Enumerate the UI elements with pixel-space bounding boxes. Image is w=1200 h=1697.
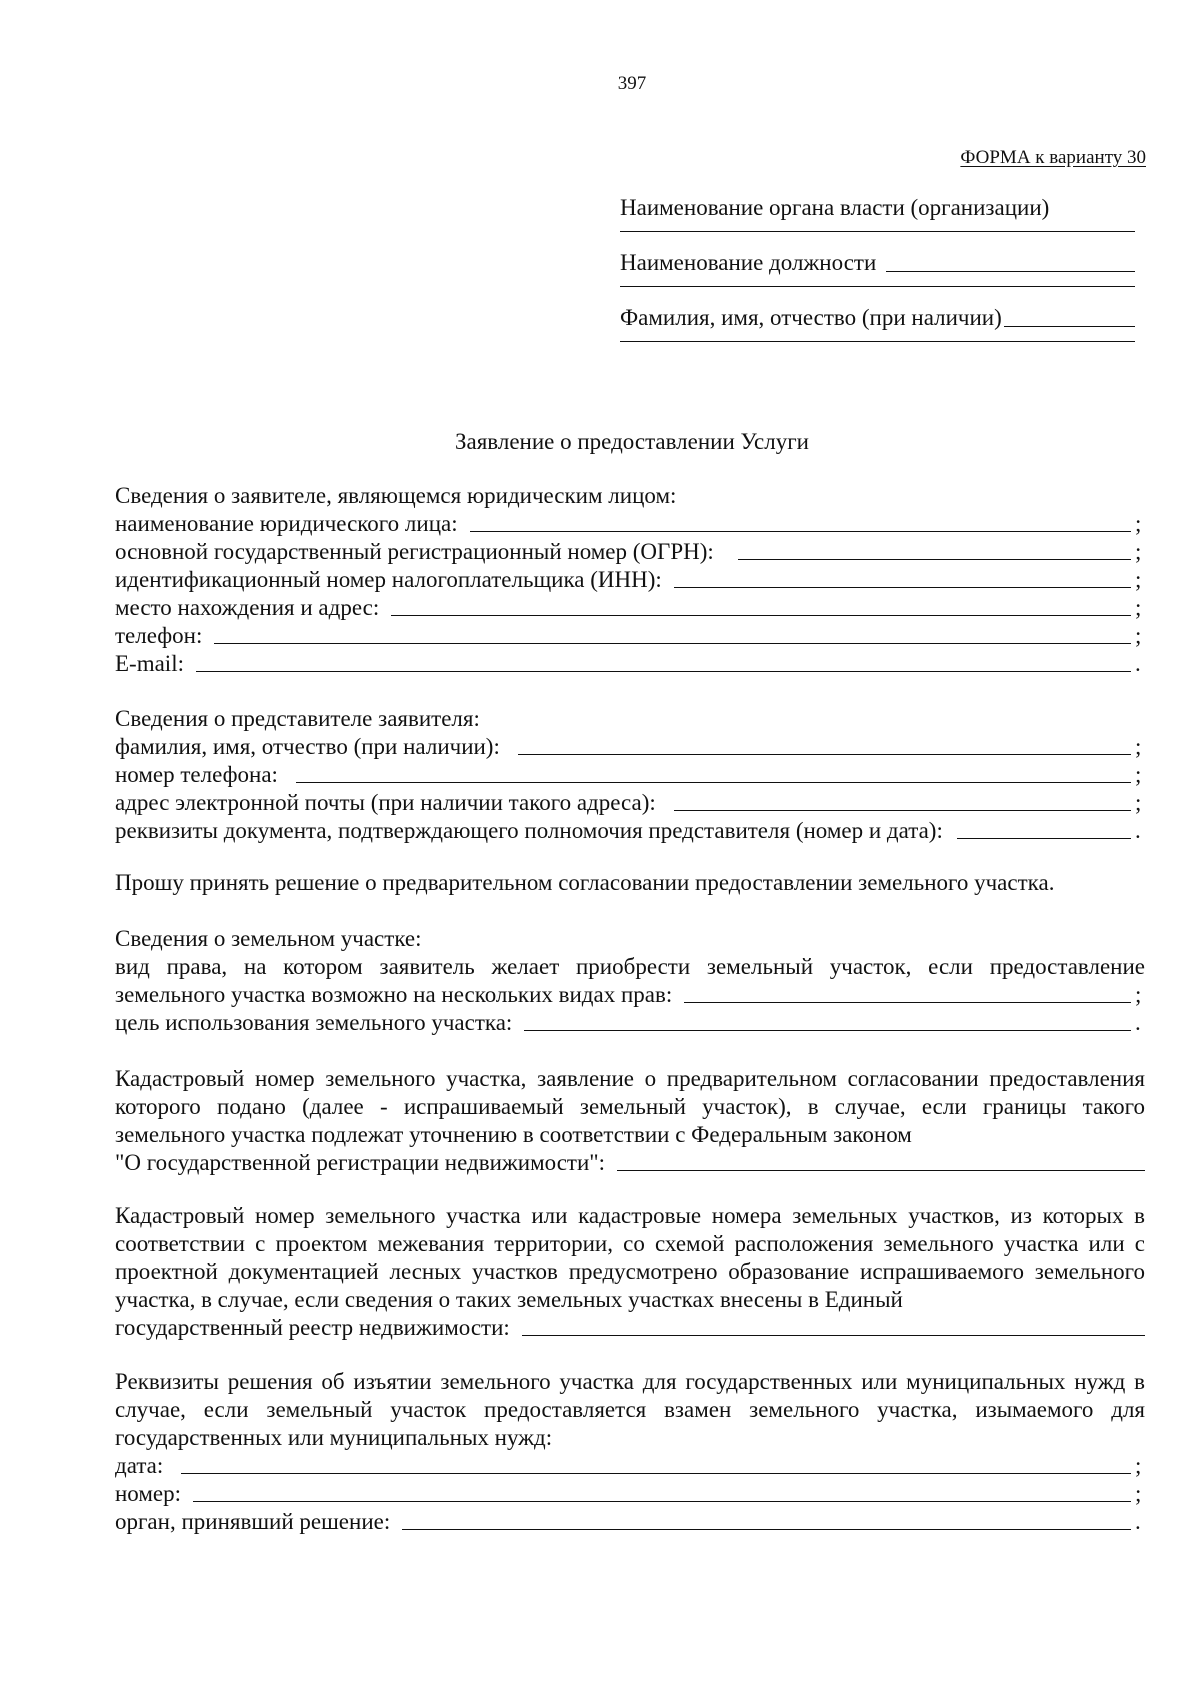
purpose-field[interactable]	[524, 1030, 1131, 1031]
field-label: государственный реестр недвижимости:	[115, 1315, 510, 1340]
field-terminator: ;	[1135, 539, 1142, 564]
decision-body-field[interactable]	[402, 1529, 1131, 1530]
address-field[interactable]	[391, 615, 1131, 616]
representative-field-row	[115, 817, 1145, 845]
field-terminator: ;	[1135, 790, 1142, 815]
field-label: дата:	[115, 1453, 164, 1478]
decision-date-field[interactable]	[181, 1473, 1131, 1474]
field-terminator: .	[1135, 651, 1141, 676]
field-label: телефон:	[115, 623, 203, 648]
applicant-field-row	[115, 650, 1145, 678]
representative-name-field[interactable]	[518, 754, 1131, 755]
field-label: место нахождения и адрес:	[115, 595, 380, 620]
representative-email-field[interactable]	[674, 810, 1131, 811]
source-plots-text: Кадастровый номер земельного участка или кадастровые номера земельных участков, из которых в соответствии с проектом межевания территории, со схемой расположения земельного участка или с проектной документацией лесных участков предусмотрено образование испрашиваемого земельного участка, в случае, если сведения о таких земельных участках внесены в Единый	[115, 1203, 1145, 1312]
applicant-field-row	[115, 538, 1145, 566]
field-label: адрес электронной почты (при наличии такого адреса):	[115, 790, 656, 815]
field-label: орган, принявший решение:	[115, 1509, 391, 1534]
authority-document-field[interactable]	[957, 838, 1131, 839]
position-label: Наименование должности	[620, 250, 877, 275]
withdrawal-field-row	[115, 1508, 1145, 1536]
addressee-block	[620, 196, 1135, 361]
right-type-line: вид права, на котором заявитель желает приобрести земельный участок, если предоставление	[115, 954, 1145, 979]
form-reference: ФОРМА к варианту 30	[960, 147, 1146, 168]
request-section	[115, 869, 1145, 897]
field-label: номер телефона:	[115, 762, 278, 787]
cadastral-field-row	[115, 1149, 1145, 1177]
applicant-field-row	[115, 622, 1145, 650]
field-label: E-mail:	[115, 651, 184, 676]
applicant-field-row	[115, 566, 1145, 594]
representative-phone-field[interactable]	[296, 782, 1131, 783]
withdrawal-text: Реквизиты решения об изъятии земельного участка для государственных или муниципальных нужд в случае, если земельный участок предоставляется взамен земельного участка, изымаемого для государственных или муниципальных нужд:	[115, 1369, 1145, 1450]
representative-field-row	[115, 761, 1145, 789]
legal-name-field[interactable]	[470, 531, 1131, 532]
document-title: Заявление о предоставлении Услуги	[455, 429, 809, 454]
source-plots-field[interactable]	[522, 1335, 1145, 1336]
right-type-field[interactable]	[684, 1002, 1131, 1003]
source-plots-field-row	[115, 1314, 1145, 1342]
withdrawal-field-row	[115, 1480, 1145, 1508]
field-terminator: ;	[1135, 762, 1142, 787]
field-label: реквизиты документа, подтверждающего полномочия представителя (номер и дата):	[115, 818, 943, 843]
field-label: фамилия, имя, отчество (при наличии):	[115, 734, 500, 759]
authority-line	[620, 196, 1135, 220]
source-plots-section	[115, 1202, 1145, 1342]
representative-section	[115, 705, 1145, 845]
cadastral-section	[115, 1065, 1145, 1177]
field-terminator: ;	[1135, 623, 1142, 648]
field-terminator: ;	[1135, 982, 1142, 1007]
representative-heading: Сведения о представителе заявителя:	[115, 706, 480, 731]
field-label: наименование юридического лица:	[115, 511, 458, 536]
land-heading: Сведения о земельном участке:	[115, 926, 422, 951]
email-field[interactable]	[196, 671, 1131, 672]
position-line	[620, 251, 1135, 275]
field-label: земельного участка возможно на нескольких видах прав:	[115, 982, 673, 1007]
request-text: Прошу принять решение о предварительном согласовании предоставлении земельного участка.	[115, 870, 1055, 895]
position-field-continuation[interactable]	[620, 286, 1135, 287]
applicant-field-row	[115, 594, 1145, 622]
field-terminator: ;	[1135, 734, 1142, 759]
cadastral-text: Кадастровый номер земельного участка, заявление о предварительном согласовании предоставления которого подано (далее - испрашиваемый земельный участок), в случае, если границы такого земельного участка подлежат уточнению в соответствии с Федеральным законом	[115, 1066, 1145, 1147]
inn-field[interactable]	[674, 587, 1131, 588]
field-terminator: ;	[1135, 567, 1142, 592]
page-number: 397	[617, 73, 647, 94]
authority-field[interactable]	[620, 231, 1135, 232]
land-field-row	[115, 981, 1145, 1009]
withdrawal-field-row	[115, 1452, 1145, 1480]
name-label: Фамилия, имя, отчество (при наличии)	[620, 305, 1002, 330]
land-section	[115, 925, 1145, 1037]
applicant-field-row	[115, 510, 1145, 538]
field-terminator: ;	[1135, 595, 1142, 620]
decision-number-field[interactable]	[193, 1501, 1131, 1502]
applicant-heading: Сведения о заявителе, являющемся юридическим лицом:	[115, 483, 677, 508]
representative-field-row	[115, 789, 1145, 817]
name-line	[620, 306, 1135, 330]
field-terminator: .	[1135, 818, 1141, 843]
applicant-section	[115, 482, 1145, 678]
cadastral-number-field[interactable]	[617, 1170, 1145, 1171]
representative-field-row	[115, 733, 1145, 761]
name-field[interactable]	[1004, 326, 1135, 327]
field-terminator: .	[1135, 1509, 1141, 1534]
field-terminator: ;	[1135, 1481, 1142, 1506]
field-label: основной государственный регистрационный номер (ОГРН):	[115, 539, 714, 564]
name-field-continuation[interactable]	[620, 341, 1135, 342]
authority-label: Наименование органа власти (организации)	[620, 195, 1050, 220]
field-terminator: ;	[1135, 511, 1142, 536]
withdrawal-section	[115, 1368, 1145, 1536]
field-label: номер:	[115, 1481, 182, 1506]
land-field-row	[115, 1009, 1145, 1037]
position-field[interactable]	[886, 271, 1135, 272]
field-terminator: .	[1135, 1010, 1141, 1035]
field-terminator: ;	[1135, 1453, 1142, 1478]
field-label: "О государственной регистрации недвижимости":	[115, 1150, 606, 1175]
field-label: цель использования земельного участка:	[115, 1010, 513, 1035]
phone-field[interactable]	[214, 643, 1131, 644]
field-label: идентификационный номер налогоплательщика (ИНН):	[115, 567, 662, 592]
ogrn-field[interactable]	[738, 559, 1131, 560]
